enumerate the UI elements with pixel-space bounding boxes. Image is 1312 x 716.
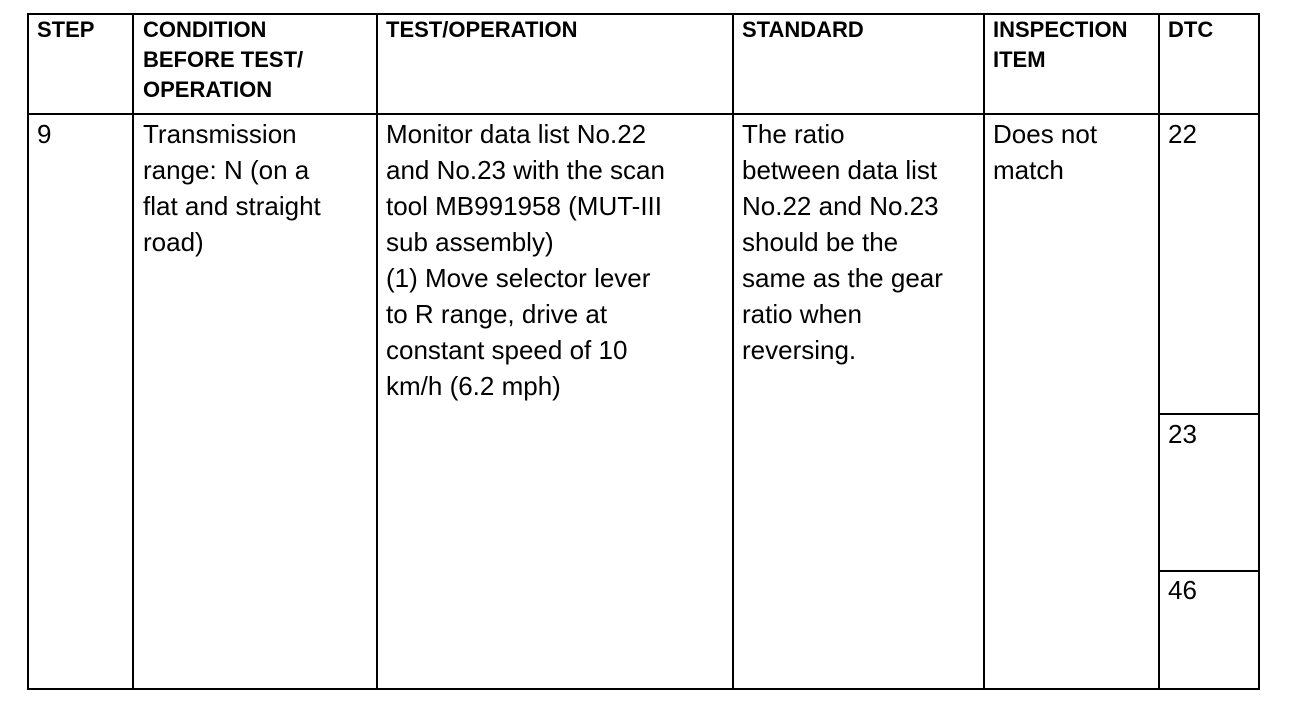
dtc-divider-1	[1159, 413, 1260, 415]
header-test-operation: TEST/OPERATION	[386, 17, 578, 42]
cell-standard: The ratio between data list No.22 and No.23 should be the same as the gear ratio when reversing.	[742, 119, 943, 365]
col-divider-3	[732, 13, 734, 690]
table-right-border	[1258, 13, 1260, 690]
cell-step: 9	[37, 119, 52, 149]
cell-test-operation: Monitor data list No.22 and No.23 with the scan tool MB991958 (MUT-III sub assembly) (1) Move selector lever to R range, drive at constant speed of 10 km/h (6.2 mph)	[386, 119, 665, 401]
header-inspection-item: INSPECTION ITEM	[993, 17, 1128, 72]
header-divider	[27, 113, 1260, 115]
col-divider-2	[376, 13, 378, 690]
cell-dtc-22: 22	[1168, 119, 1197, 149]
col-divider-1	[132, 13, 134, 690]
cell-dtc-46: 46	[1168, 575, 1197, 605]
header-step: STEP	[37, 17, 95, 42]
cell-inspection-item: Does not match	[993, 119, 1098, 185]
header-dtc: DTC	[1168, 17, 1214, 42]
table-bottom-border	[27, 688, 1260, 690]
cell-dtc-23: 23	[1168, 419, 1197, 449]
table-left-border	[27, 13, 29, 690]
header-standard: STANDARD	[742, 17, 864, 42]
cell-condition: Transmission range: N (on a flat and straight road)	[143, 119, 321, 257]
header-condition: CONDITION BEFORE TEST/ OPERATION	[143, 17, 304, 102]
col-divider-4	[983, 13, 985, 690]
col-divider-5	[1158, 13, 1160, 690]
